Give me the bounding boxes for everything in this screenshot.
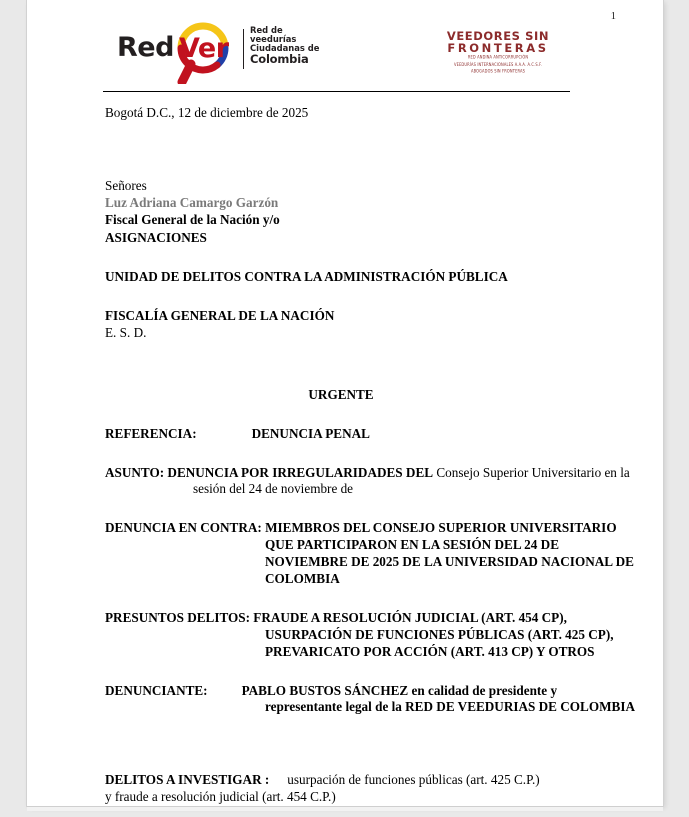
vsf-logo-line2: FRONTERAS [447,41,549,56]
denuncia-en-contra-row [105,520,635,588]
spacer [105,661,635,683]
urgent-label: URGENTE [308,387,374,403]
denuncia-en-contra-value: MIEMBROS DEL CONSEJO SUPERIOR UNIVERSITARIO QUE PARTICIPARON EN LA SESIÓN DEL 24 DE NOVIEMBRE DE 2025 DE LA UNIVERSIDAD NACIONAL DE COLOMBIA [265,520,634,587]
delitos-a-investigar-value-line1: usurpación de funciones públicas (art. 425 C.P.) [287,772,540,788]
denunciante-label: DENUNCIANTE: [105,682,208,698]
redver-logo [117,18,329,86]
spacer [105,443,635,465]
asunto-value-bold: DENUNCIA POR IRREGULARIDADES DEL [167,464,434,480]
redver-tagline-line3: Colombia [250,52,309,67]
spacer [105,341,635,386]
date-line: Bogotá D.C., 12 de diciembre de 2025 [105,105,309,120]
asunto-value-regular: Consejo Superior Universitario en la sesión del 24 de noviembre de [193,464,630,497]
page-bottom-edge [27,806,663,811]
referencia-label: REFERENCIA: [105,426,197,442]
vsf-subtext-line1: RED ANDINA ANTICORRUPCIÓN [467,55,529,61]
veedores-sin-fronteras-logo [428,30,568,82]
vsf-subtext-line3: ABOGADOS SIN FRONTERAS [470,68,526,74]
recipient-name: Luz Adriana Camargo Garzón [105,195,279,211]
letterhead-divider [103,91,570,92]
referencia-row [105,425,635,442]
delitos-a-investigar-row [105,772,635,789]
presuntos-delitos-row [105,610,635,661]
spacer [105,121,635,177]
redver-tagline-line2: Ciudadanas de [250,43,320,54]
redver-logo-tagline [250,26,330,66]
delitos-a-investigar-label: DELITOS A INVESTIGAR : [105,772,270,788]
spacer [105,403,635,425]
unit-line: UNIDAD DE DELITOS CONTRA LA ADMINISTRACIÓN PÚBLICA [105,268,508,284]
spacer [105,498,635,520]
spacer [105,716,635,772]
vsf-logo-subtext [428,55,568,76]
recipient-title: Fiscal General de la Nación y/o [105,212,280,228]
letterhead [103,12,570,90]
asunto-row [105,465,635,499]
spacer [105,246,635,268]
page-number: 1 [610,11,616,22]
recipient-assignments: ASIGNACIONES [105,229,207,245]
denunciante-value: PABLO BUSTOS SÁNCHEZ en calidad de presidente y representante legal de la RED DE VEEDURIAS DE COLOMBIA [241,682,635,715]
vsf-logo-line1: VEEDORES SIN [446,29,550,43]
entity-line: FISCALÍA GENERAL DE LA NACIÓN [105,307,335,323]
esd-line: E. S. D. [105,325,147,341]
document-body [105,104,635,806]
redver-logo-red-text: Red [117,32,174,63]
presuntos-delitos-value: FRAUDE A RESOLUCIÓN JUDICIAL (ART. 454 CP), USURPACIÓN DE FUNCIONES PÚBLICAS (ART. 425 CP), PREVARICATO POR ACCIÓN (ART. 413 CP) Y OTROS [253,609,614,659]
redver-logo-ver-text: Ver [179,33,229,64]
redver-tagline-line1: Red de veedurías [250,25,297,45]
redver-logo-divider [243,29,244,69]
denuncia-en-contra-label: DENUNCIA EN CONTRA: [105,520,262,536]
spacer [105,285,635,307]
presuntos-delitos-label: PRESUNTOS DELITOS: [105,609,250,625]
document-page [27,0,663,806]
delitos-a-investigar-value-line2: y fraude a resolución judicial (art. 454 C.P.) [105,789,336,805]
salutation: Señores [105,178,147,194]
vsf-subtext-line2: VEEDURÍAS INTERNACIONALES A.A.A. A.C.S.F. [453,61,543,67]
denunciante-row [105,683,635,717]
referencia-value: DENUNCIA PENAL [251,426,370,442]
spacer [105,588,635,610]
asunto-label: ASUNTO: [105,464,165,480]
